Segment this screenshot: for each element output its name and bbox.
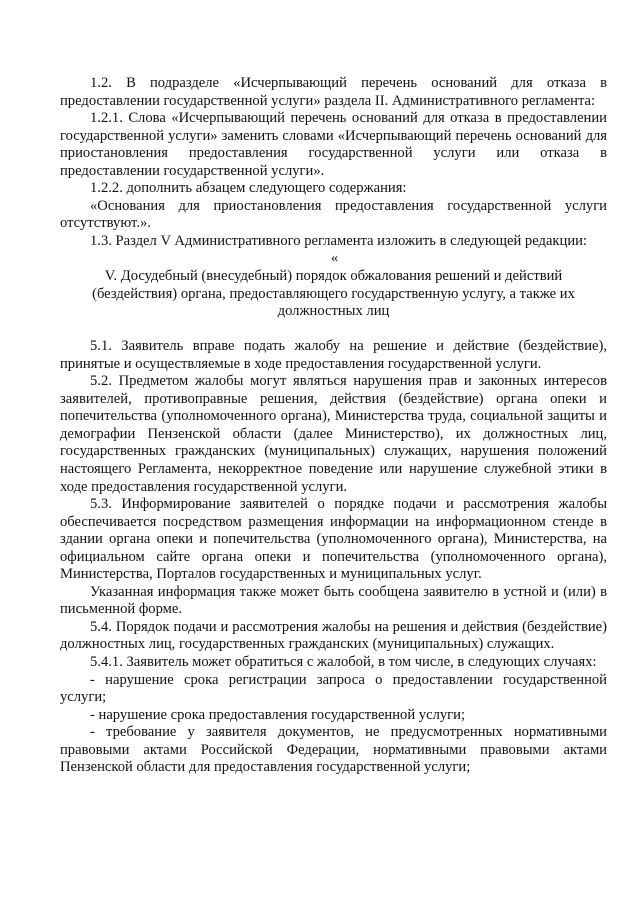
paragraph-1-2-2: 1.2.2. дополнить абзацем следующего содержания: xyxy=(90,180,407,197)
paragraph-5-4-1: 5.4.1. Заявитель может обратиться с жалобой, в том числе, в следующих случаях: xyxy=(90,654,597,670)
paragraph-5-1: 5.1. Заявитель вправе подать жалобу на решение и действие (бездействие), принятые и осуществляемые в ходе предоставления государственной услуги. xyxy=(60,338,607,372)
paragraph-1-2-1: 1.2.1. Слова «Исчерпывающий перечень оснований для отказа в предоставлении государственной услуги» заменить словами «Исчерпывающий перечень оснований для приостановления предоставления государственной услуги или отказа в предоставлении государственной услуги». xyxy=(60,110,607,179)
section-heading: V. Досудебный (внесудебный) порядок обжалования решений и действий (бездействия) органа, предоставляющего государственную услугу, а также их должностных лиц xyxy=(92,268,575,320)
paragraph-1-2: 1.2. В подразделе «Исчерпывающий перечень оснований для отказа в предоставлении государственной услуги» раздела II. Административного регламента: xyxy=(60,75,607,109)
list-item-documents-requirement: - требование у заявителя документов, не предусмотренных нормативными правовыми актами Российской Федерации, нормативными правовыми актами Пензенской области для предоставления государственной услуги; xyxy=(60,724,607,776)
paragraph-5-2: 5.2. Предметом жалобы могут являться нарушения прав и законных интересов заявителей, противоправные решения, действия (бездействие) органа опеки и попечительства (уполномоченного органа), Министерства труда, социальной защиты и демографии Пензенской области (далее Министерство), их должностных лиц, государственных гражданских (муниципальных) служащих, нарушения положений настоящего Регламента, некорректное поведение или нарушение служебной этики в ходе предоставления государственной услуги. xyxy=(60,373,607,495)
opening-quote: « xyxy=(330,250,339,267)
paragraph-quote-grounds: «Основания для приостановления предоставления государственной услуги отсутствуют.». xyxy=(60,197,607,232)
paragraph-5-3: 5.3. Информирование заявителей о порядке подачи и рассмотрения жалобы обеспечивается посредством размещения информации на информационном стенде в здании органа опеки и попечительства (уполномоченного органа), Министерства, на официальном сайте органа опеки и попечительства (уполномоченного органа), Министерства, Порталов государственных и муниципальных услуг. xyxy=(60,496,607,583)
list-item-service-deadline: - нарушение срока предоставления государственной услуги; xyxy=(90,706,466,723)
paragraph-info-oral: Указанная информация также может быть сообщена заявителю в устной и (или) в письменной форме. xyxy=(60,583,607,618)
paragraph-5-4: 5.4. Порядок подачи и рассмотрения жалобы на решения и действия (бездействие) должностных лиц, государственных гражданских (муниципальных) служащих. xyxy=(60,618,607,653)
paragraph-1-3: 1.3. Раздел V Административного регламента изложить в следующей редакции: xyxy=(90,232,587,249)
list-item-registration-deadline: - нарушение срока регистрации запроса о предоставлении государственной услуги; xyxy=(60,671,607,706)
